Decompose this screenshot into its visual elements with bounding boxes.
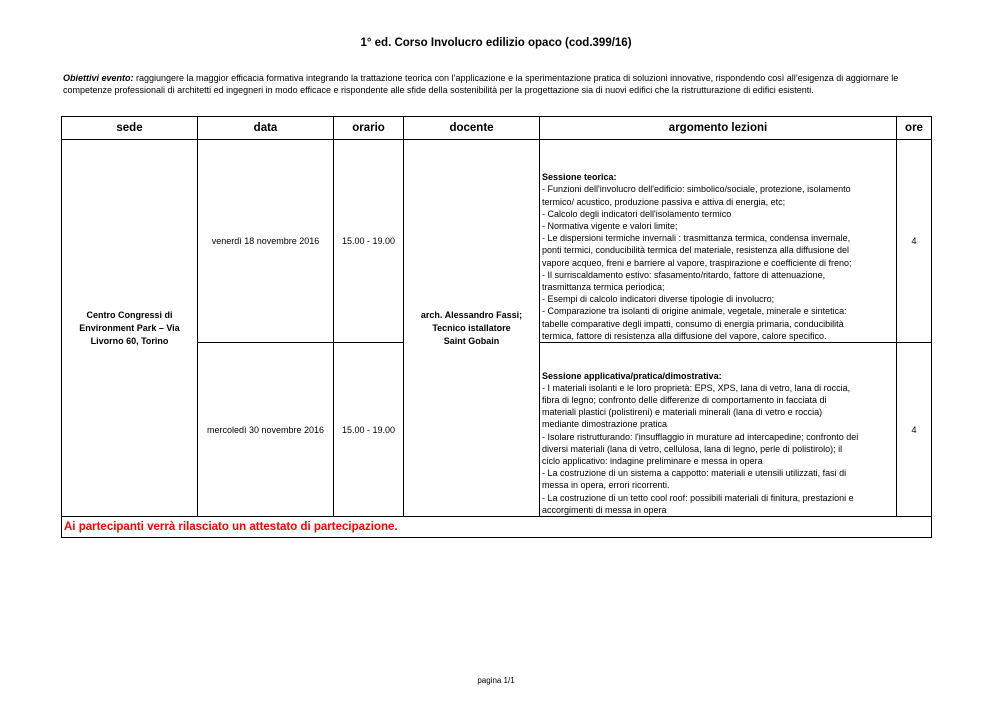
topic-line: termico/ acustico, produzione passiva e attiva di energia, etc;: [542, 196, 786, 207]
topic-line: - La costruzione di un sistema a cappotto: materiali e utensili utilizzati, fasi di: [542, 468, 847, 479]
topic-line: - Calcolo degli indicatori dell'isolamento termico: [542, 208, 732, 219]
docente-line: Tecnico istallatore: [432, 322, 511, 333]
argomento-cell: [540, 140, 897, 343]
topic-line: messa in opera, errori ricorrenti.: [542, 480, 670, 491]
topic-line: - Le dispersioni termiche invernali : trasmittanza termica, condensa invernale,: [542, 233, 851, 244]
header-docente: docente: [404, 117, 540, 140]
objectives-text: raggiungere la maggior efficacia formativa integrando la trattazione teorica con l’applicazione e la sperimentazione pratica di soluzioni innovative, rispondendo così all’esigenza di aggiornare le competenze professionali di architetti ed ingegneri in modo efficace e rispondente alle sfide della sostenibilità per la progettazione sia di nuovi edifici che la ristrutturazione di edifici esistenti.: [63, 73, 899, 95]
page-number: pagina 1/1: [477, 676, 515, 685]
attestato-note: Ai partecipanti verrà rilasciato un attestato di partecipazione.: [62, 517, 932, 538]
topic-line: materiali plastici (polistireni) e materiali minerali (lana di vetro e roccia): [542, 407, 823, 418]
docente-line: arch. Alessandro Fassi;: [420, 309, 523, 320]
header-argomento: argomento lezioni: [540, 117, 897, 140]
topic-line: ciclo applicativo: indagine preliminare e messa in opera: [542, 455, 763, 466]
topic-line: fibra di legno; confronto delle differenze di comportamento in facciata di: [542, 394, 827, 405]
orario-cell: 15.00 - 19.00: [334, 343, 404, 517]
session-title: Sessione applicativa/pratica/dimostrativa:: [542, 370, 722, 381]
data-cell: venerdì 18 novembre 2016: [198, 140, 334, 343]
topic-line: ponti termici, conducibilità termica del materiale, resistenza alla diffusione del: [542, 245, 849, 256]
header-data: data: [198, 117, 334, 140]
docente-cell: [404, 140, 540, 517]
topic-line: diversi materiali (lana di vetro, cellulosa, lana di legno, perle di polistirolo); il: [542, 443, 843, 454]
ore-cell: 4: [897, 140, 932, 343]
header-orario: orario: [334, 117, 404, 140]
topic-line: mediante dimostrazione pratica: [542, 419, 668, 430]
topic-line: trasmittanza termica periodica;: [542, 281, 665, 292]
argomento-cell: [540, 343, 897, 517]
objectives-label: Obiettivi evento:: [63, 73, 134, 83]
table-header-row: [62, 117, 932, 140]
header-sede: sede: [62, 117, 198, 140]
topic-line: - Normativa vigente e valori limite;: [542, 220, 678, 231]
ore-cell: 4: [897, 343, 932, 517]
sede-line: Environment Park – Via: [79, 322, 180, 333]
data-cell: mercoledì 30 novembre 2016: [198, 343, 334, 517]
topic-line: - Funzioni dell'involucro dell'edificio: simbolico/sociale, protezione, isolamento: [542, 184, 851, 195]
topic-line: - Isolare ristrutturando: l'insufflaggio in murature ad intercapedine; confronto dei: [542, 431, 859, 442]
orario-cell: 15.00 - 19.00: [334, 140, 404, 343]
topic-line: vapore acqueo, freni e barriere al vapore, traspirazione e coefficiente di freno;: [542, 257, 852, 268]
document-title: 1° ed. Corso Involucro edilizio opaco (cod.399/16): [360, 37, 632, 49]
topic-line: - Il surriscaldamento estivo: sfasamento/ritardo, fattore di attenuazione,: [542, 269, 826, 280]
topic-line: - Esempi di calcolo indicatori diverse tipologie di involucro;: [542, 294, 775, 305]
sede-line: Centro Congressi di: [86, 309, 173, 320]
course-table: [61, 116, 932, 538]
objectives-paragraph: [63, 73, 933, 96]
table-row: [62, 140, 932, 343]
topic-line: accorgimenti di messa in opera: [542, 504, 667, 515]
topic-line: - Comparazione tra isolanti di origine animale, vegetale, minerale e sintetica:: [542, 306, 847, 317]
sede-cell: [62, 140, 198, 517]
topic-line: tabelle comparative degli impatti, consumo di energia primaria, conducibilità: [542, 318, 844, 329]
topic-line: termica, fattore di resistenza alla diffusione del vapore, calore specifico.: [542, 330, 827, 341]
topic-line: - I materiali isolanti e le loro proprietà: EPS, XPS, lana di vetro, lana di roccia,: [542, 382, 851, 393]
footer-row: [62, 517, 932, 538]
sede-line: Livorno 60, Torino: [90, 335, 169, 346]
topic-line: - La costruzione di un tetto cool roof: possibili materiali di finitura, prestazioni e: [542, 492, 854, 503]
session-title: Sessione teorica:: [542, 172, 617, 183]
docente-line: Saint Gobain: [443, 335, 500, 346]
header-ore: ore: [897, 117, 932, 140]
